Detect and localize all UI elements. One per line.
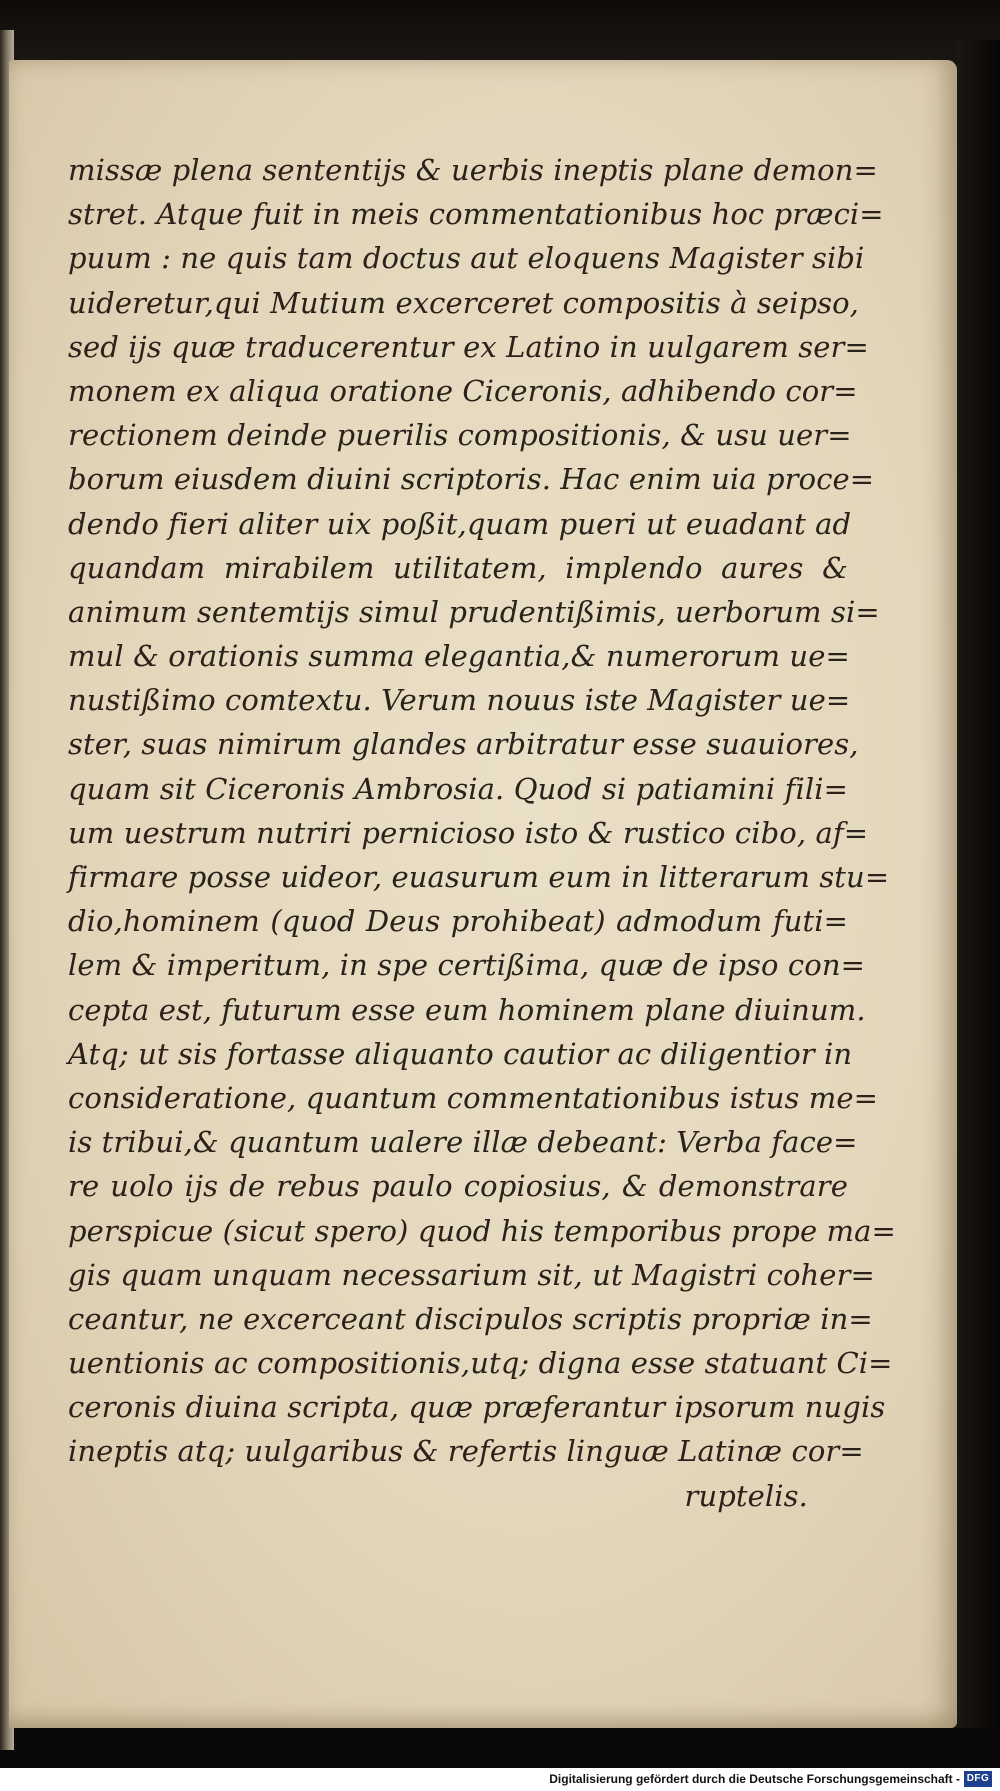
scan-bottom-border: [0, 1728, 1000, 1768]
text-line: firmare posse uideor, euasurum eum in litterarum stu=: [68, 860, 890, 894]
text-line: quam sit Ciceronis Ambrosia. Quod si patiamini fili=: [68, 771, 848, 806]
text-line: mul & orationis summa elegantia,& numerorum ue=: [68, 639, 850, 674]
text-line: borum eiusdem diuini scriptoris. Hac enim uia proce=: [68, 462, 875, 497]
text-line: sed ijs quæ traducerentur ex Latino in uulgarem ser=: [68, 329, 869, 364]
text-line: lem & imperitum, in spe certißima, quæ de ipso con=: [68, 948, 865, 983]
text-line: ineptis atq; uulgaribus & refertis linguæ Latinæ cor=: [68, 1434, 864, 1469]
text-line-catchword: ruptelis.: [684, 1478, 808, 1513]
text-line: stret. Atque fuit in meis commentationibus hoc præci=: [68, 197, 884, 232]
text-line: ceantur, ne excerceant discipulos scriptis propriæ in=: [68, 1301, 873, 1336]
text-line: nustißimo comtextu. Verum nouus iste Magister ue=: [68, 683, 851, 718]
text-line: gis quam unquam necessarium sit, ut Magistri coher=: [68, 1257, 875, 1292]
page-text-block: [68, 148, 896, 1518]
text-line: puum : ne quis tam doctus aut eloquens Magister sibi: [68, 241, 865, 276]
text-line: re uolo ijs de rebus paulo copiosius, & demonstrare: [68, 1169, 848, 1204]
text-line: rectionem deinde puerilis compositionis, & usu uer=: [68, 418, 852, 453]
text-line: perspicue (sicut spero) quod his temporibus prope ma=: [68, 1213, 896, 1248]
text-line: dendo fieri aliter uix poßit,quam pueri ut euadant ad: [68, 506, 852, 541]
scan-top-border: [0, 0, 1000, 62]
text-line: uentionis ac compositionis,utq; digna esse statuant Ci=: [68, 1346, 893, 1381]
text-line: Atq; ut sis fortasse aliquanto cautior ac diligentior in: [68, 1036, 853, 1071]
scan-right-border: [956, 40, 1000, 1760]
text-line: um uestrum nutriri pernicioso isto & rustico cibo, af=: [68, 815, 869, 850]
text-line: ster, suas nimirum glandes arbitratur esse suauiores,: [68, 727, 859, 762]
text-line: monem ex aliqua oratione Ciceronis, adhibendo cor=: [68, 373, 858, 408]
text-line: consideratione, quantum commentationibus istus me=: [68, 1080, 879, 1115]
funding-credit: Digitalisierung gefördert durch die Deutsche Forschungsgemeinschaft -: [549, 1772, 960, 1786]
text-line: dio,hominem (quod Deus prohibeat) admodum futi=: [68, 904, 848, 939]
text-line: uideretur,qui Mutium excerceret compositis à seipso,: [68, 285, 860, 320]
digitization-footer: [0, 1768, 1000, 1791]
dfg-logo-icon: DFG: [964, 1771, 992, 1787]
text-line: is tribui,& quantum ualere illæ debeant: Verba face=: [68, 1125, 858, 1160]
text-line: animum sentemtijs simul prudentißimis, uerborum si=: [68, 594, 880, 629]
text-line: cepta est, futurum esse eum hominem plane diuinum.: [68, 992, 866, 1027]
text-line: missæ plena sententijs & uerbis ineptis plane demon=: [68, 153, 878, 187]
text-line: quandam mirabilem utilitatem, implendo aures &: [68, 550, 848, 585]
text-line: ceronis diuina scripta, quæ præferantur ipsorum nugis: [68, 1390, 886, 1425]
